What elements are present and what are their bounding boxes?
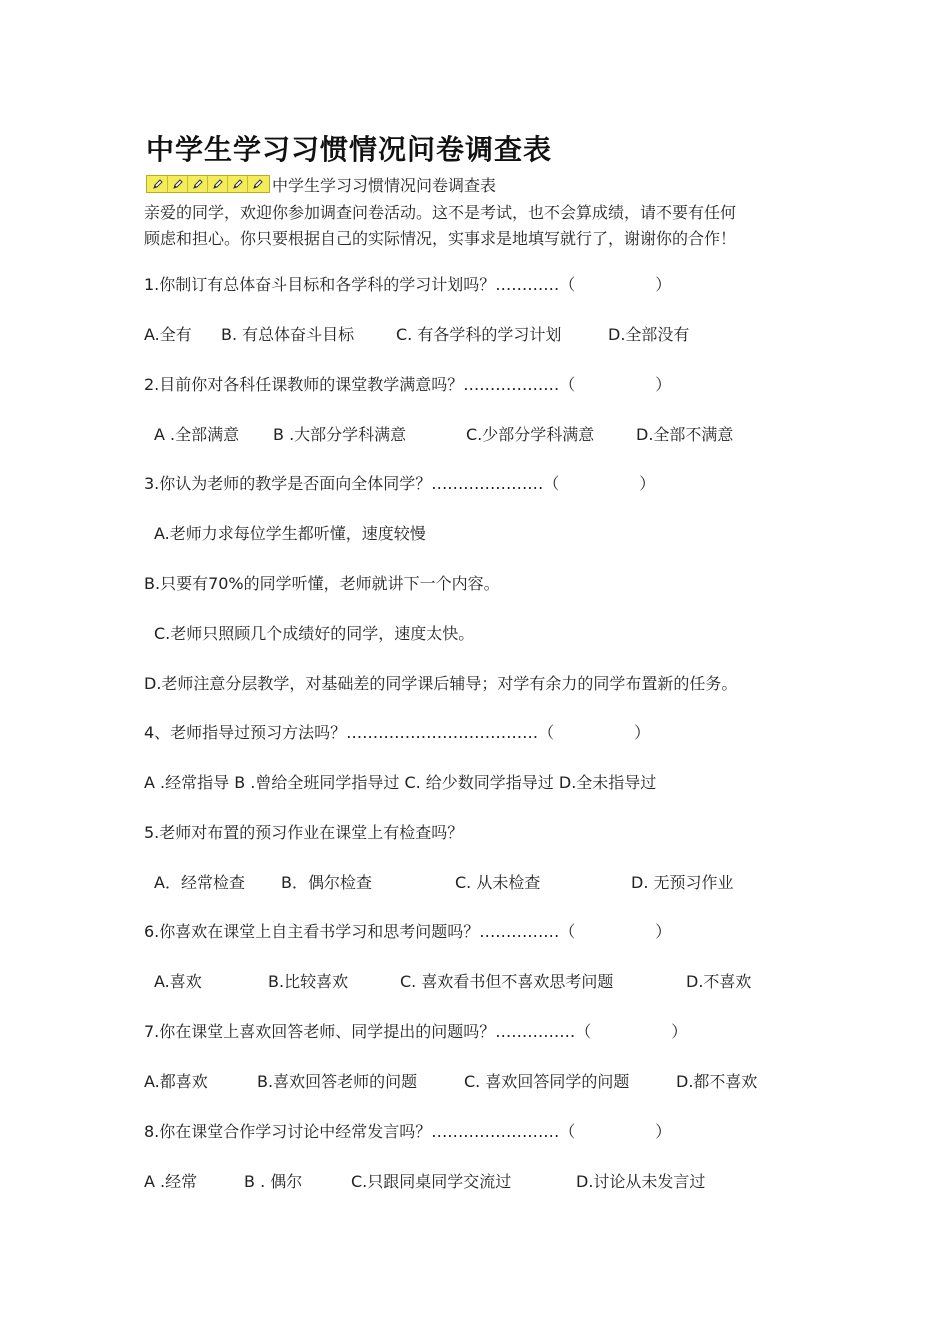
- option-c: C. 喜欢回答同学的问题: [464, 1072, 630, 1091]
- pencil-icon: [168, 176, 188, 192]
- question-4: 4、老师指导过预习方法吗？………………………………（ ）: [144, 723, 651, 742]
- question-5-options: [144, 871, 844, 895]
- option-a: A .经常: [144, 1172, 198, 1191]
- question-5: 5.老师对布置的预习作业在课堂上有检查吗？: [144, 823, 464, 842]
- question-7: 7.你在课堂上喜欢回答老师、同学提出的问题吗？……………（ ）: [144, 1022, 688, 1041]
- option-c: C. 有各学科的学习计划: [396, 325, 562, 344]
- option-d: D. 无预习作业: [631, 873, 734, 892]
- option-a: A.全有: [144, 325, 192, 344]
- intro-line: 亲爱的同学，欢迎你参加调查问卷活动。这不是考试，也不会算成绩，请不要有任何: [144, 203, 737, 222]
- option-d: D.老师注意分层教学，对基础差的同学课后辅导；对学有余力的同学布置新的任务。: [144, 674, 738, 693]
- option-a: A.都喜欢: [144, 1072, 208, 1091]
- option-b: B．偶尔检查: [281, 873, 372, 892]
- question-8: 8.你在课堂合作学习讨论中经常发言吗？……………………（ ）: [144, 1122, 672, 1141]
- option-b: B. 有总体奋斗目标: [221, 325, 355, 344]
- option-d: D.全部没有: [608, 325, 690, 344]
- question-7-options: [144, 1070, 844, 1094]
- option-a: A .全部满意: [154, 425, 240, 444]
- question-1-options: [144, 323, 844, 347]
- option-b: B.比较喜欢: [268, 972, 349, 991]
- document-title: 中学生学习习惯情况问卷调查表: [146, 133, 553, 166]
- option-a: A.喜欢: [154, 972, 202, 991]
- option-a: A.老师力求每位学生都听懂，速度较慢: [154, 524, 426, 543]
- intro-line: 顾虑和担心。你只要根据自己的实际情况，实事求是地填写就行了，谢谢你的合作！: [144, 229, 737, 248]
- question-3: 3.你认为老师的教学是否面向全体同学？…………………（ ）: [144, 474, 656, 493]
- option-c: C.老师只照顾几个成绩好的同学，速度太快。: [154, 624, 475, 643]
- option-b: B.只要有70%的同学听懂，老师就讲下一个内容。: [144, 574, 500, 593]
- option-d: D.讨论从未发言过: [576, 1172, 706, 1191]
- question-2-options: [144, 423, 844, 447]
- option-c: C. 喜欢看书但不喜欢思考问题: [400, 972, 614, 991]
- option-b: B . 偶尔: [244, 1172, 303, 1191]
- document-subtitle: 中学生学习习惯情况问卷调查表: [272, 175, 497, 195]
- option-d: D.全部不满意: [636, 425, 734, 444]
- pencil-icon: [208, 176, 228, 192]
- option-a: A．经常检查: [154, 873, 245, 892]
- option-d: D.都不喜欢: [676, 1072, 758, 1091]
- question-6-options: [144, 970, 844, 994]
- subtitle-row: [146, 174, 496, 194]
- pencil-icon: [228, 176, 248, 192]
- question-2: 2.目前你对各科任课教师的课堂教学满意吗？………………（ ）: [144, 375, 672, 394]
- option-c: C. 从未检查: [455, 873, 541, 892]
- pencil-icon: [148, 176, 168, 192]
- option-d: D.不喜欢: [686, 972, 752, 991]
- pencil-icon: [248, 176, 268, 192]
- question-6: 6.你喜欢在课堂上自主看书学习和思考问题吗？……………（ ）: [144, 922, 672, 941]
- icon-strip: [146, 175, 270, 193]
- intro-paragraph: [144, 200, 824, 252]
- pencil-icon: [188, 176, 208, 192]
- option-b: B .大部分学科满意: [273, 425, 407, 444]
- question-8-options: [144, 1170, 844, 1194]
- option-b: B.喜欢回答老师的问题: [257, 1072, 418, 1091]
- option-c: C.少部分学科满意: [466, 425, 595, 444]
- question-1: 1.你制订有总体奋斗目标和各学科的学习计划吗？…………（ ）: [144, 275, 672, 294]
- option-c: C.只跟同桌同学交流过: [351, 1172, 512, 1191]
- question-4-options: A .经常指导 B .曾给全班同学指导过 C. 给少数同学指导过 D.全未指导过: [144, 773, 657, 792]
